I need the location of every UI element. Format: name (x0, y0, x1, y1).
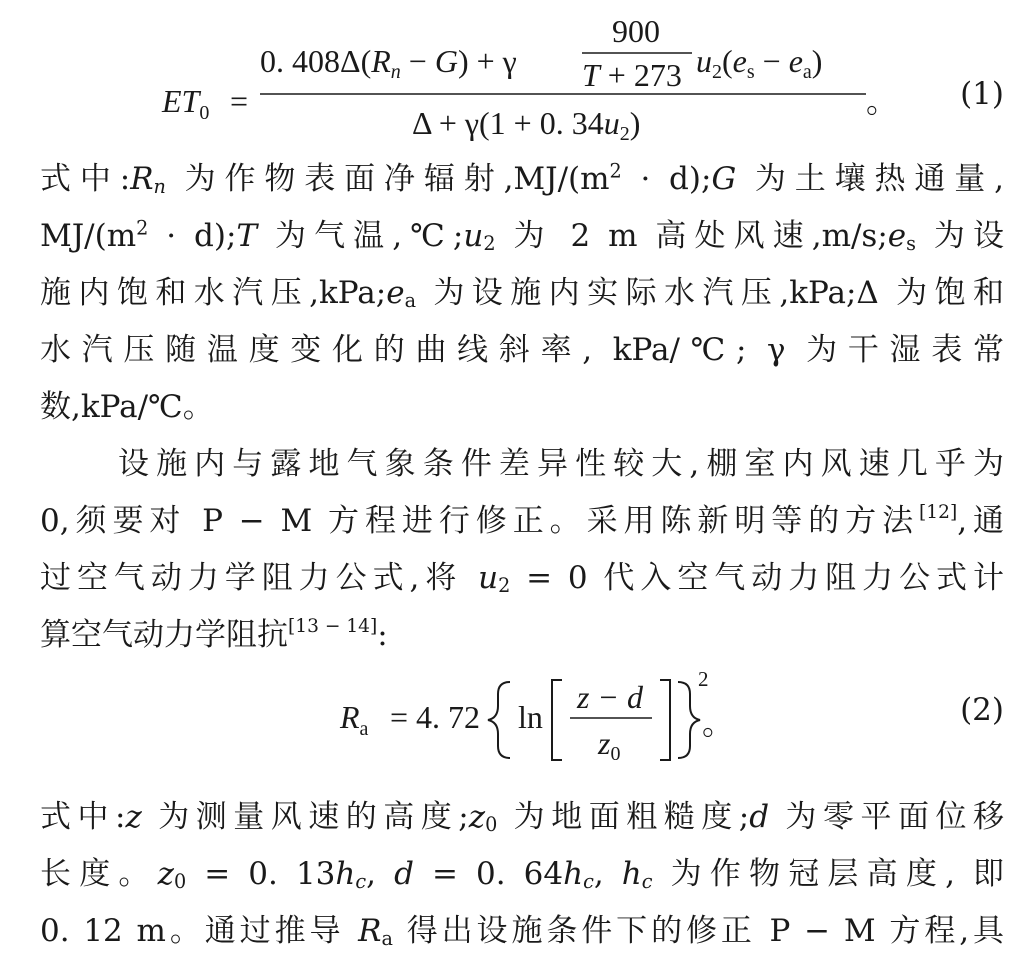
eq1-inner-denominator: T + 273 (582, 57, 682, 93)
eq2-frac-denominator: z0 (598, 725, 621, 765)
para3-line-3: 0. 12 m。通过推导 $R_a$ 得出设施条件下的修正 P − M 方程,具 (40, 913, 1004, 951)
equation-2-number: (2) (960, 692, 1004, 728)
para1-line-1: 式中$:R_n$ 为作物表面净辐射$,MJ/(m^2$ · d);G 为土壤热通量, (40, 159, 1004, 199)
eq1-inner-numerator: 900 (612, 13, 660, 49)
eq2-left-brace (488, 682, 510, 758)
para3-line-2: 长度。$z_0 = 0$. $13h_c$, d = 0. $64h_c$, $h_c$ 为作物冠层高度, 即 (40, 856, 1004, 894)
eq2-coefficient: = 4. 72 (390, 699, 481, 735)
eq1-numerator-left: 0. 408Δ(Rn − G) + γ (260, 43, 517, 83)
eq2-period: 。 (702, 705, 735, 741)
para1-line-3: 施内饱和水汽压$,kPa;e_a$ 为设施内实际水汽压,kPa;Δ 为饱和 (40, 275, 1005, 313)
eq2-right-bracket (660, 680, 670, 760)
eq1-denominator: Δ + γ(1 + 0. 34u2) (412, 105, 641, 145)
eq1-equals: = (230, 83, 249, 119)
svg-text:Ra (339, 699, 369, 740)
para2-line-3: 过空气动力学阻力公式,将 $u_2 = 0$ 代入空气动力阻力公式计 (40, 560, 1004, 598)
equation-1-number: (1) (960, 76, 1004, 112)
para2-line-4: 算空气动力学阻抗[13 − 14]: (40, 615, 388, 653)
eq1-lhs-sub: 0 (199, 102, 210, 124)
eq2-ln: ln (518, 699, 543, 735)
eq2-frac-numerator: z − d (576, 679, 644, 715)
para2-line-2: 0,须要对 P − M 方程进行修正。采用陈新明等的方法[12],通 (40, 501, 1004, 539)
eq2-right-brace (678, 682, 700, 758)
eq2-lhs: R (340, 699, 360, 735)
equation-1-formula (150, 8, 899, 148)
para1-line-5: 数,kPa/℃。 (40, 389, 214, 425)
equation-2-formula (330, 664, 735, 774)
svg-text:ET0 (161, 83, 209, 124)
para1-line-2: $MJ/(m^2$ · d);T 为气温$,℃;u_2$ 为 2 m 高处风速$,m/s;e_s$ 为设 (40, 216, 1004, 256)
eq1-lhs: ET (162, 83, 200, 119)
para1-line-4: 水汽压随温度变化的曲线斜率, kPa/℃; γ 为干湿表常 (40, 332, 1004, 368)
eq2-left-bracket (552, 680, 562, 760)
eq2-power: 2 (698, 667, 709, 691)
eq2-lhs-sub: a (359, 718, 369, 740)
eq1-numerator-right: u2(es − ea) (696, 43, 823, 83)
para3-line-1: 式中:z 为测量风速的高度$;z_0$ 为地面粗糙度;d 为零平面位移 (40, 799, 1004, 837)
para2-line-1: 设施内与露地气象条件差异性较大,棚室内风速几乎为 (118, 446, 1004, 482)
eq1-period: 。 (866, 83, 899, 119)
